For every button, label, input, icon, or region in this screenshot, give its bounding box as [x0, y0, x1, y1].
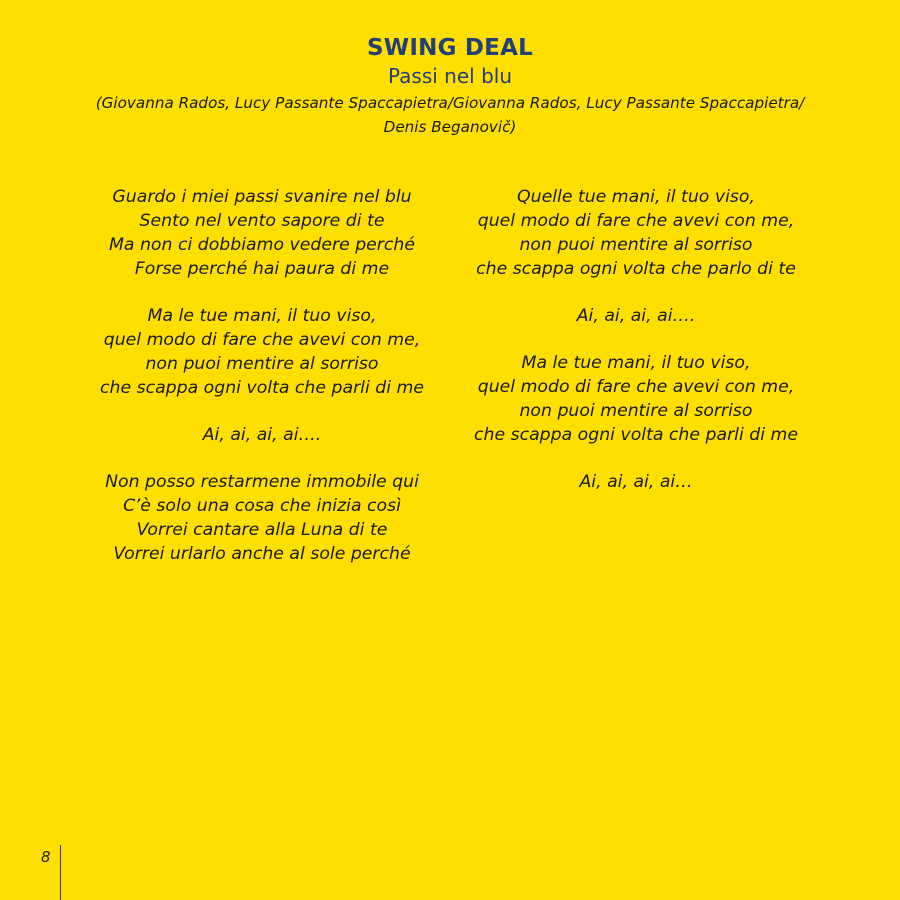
lyric-line: Ai, ai, ai, ai…	[579, 472, 693, 492]
stanza	[62, 470, 462, 566]
lyric-line: Ai, ai, ai, ai….	[202, 425, 322, 445]
page-number: 8	[41, 848, 51, 866]
stanza	[62, 185, 462, 281]
lyric-line: Ai, ai, ai, ai….	[576, 306, 696, 326]
lyric-line: che scappa ogni volta che parlo di te	[476, 259, 796, 279]
stanza	[62, 423, 462, 447]
page-divider	[60, 845, 61, 900]
lyrics-column-right	[436, 185, 836, 517]
lyric-line: che scappa ogni volta che parli di me	[99, 378, 424, 398]
lyric-line: quel modo di fare che avevi con me,	[477, 211, 795, 231]
lyric-line: non puoi mentire al sorriso	[145, 354, 379, 374]
stanza	[436, 185, 836, 281]
lyric-line: quel modo di fare che avevi con me,	[477, 377, 795, 397]
lyric-line: Non posso restarmene immobile qui	[105, 472, 419, 492]
stanza	[436, 304, 836, 328]
lyric-line: Sento nel vento sapore di te	[139, 211, 385, 231]
lyrics-column-left	[62, 185, 462, 589]
song-header	[0, 33, 900, 139]
stanza	[436, 470, 836, 494]
credits-line: Denis Beganovič)	[383, 118, 517, 136]
lyric-line: che scappa ogni volta che parli di me	[473, 425, 798, 445]
song-credits	[0, 91, 900, 139]
lyric-line: Ma le tue mani, il tuo viso,	[147, 306, 377, 326]
lyric-line: quel modo di fare che avevi con me,	[103, 330, 421, 350]
lyric-line: Vorrei urlarlo anche al sole perché	[113, 544, 411, 564]
lyric-line: non puoi mentire al sorriso	[519, 235, 753, 255]
band-name: SWING DEAL	[367, 35, 533, 61]
lyric-line: Forse perché hai paura di me	[134, 259, 390, 279]
lyric-line: non puoi mentire al sorriso	[519, 401, 753, 421]
song-title: Passi nel blu	[388, 64, 512, 88]
lyric-line: C’è solo una cosa che inizia così	[123, 496, 401, 516]
lyric-line: Ma le tue mani, il tuo viso,	[521, 353, 751, 373]
lyric-line: Vorrei cantare alla Luna di te	[136, 520, 388, 540]
stanza	[62, 304, 462, 400]
lyric-line: Guardo i miei passi svanire nel blu	[112, 187, 412, 207]
lyric-line: Quelle tue mani, il tuo viso,	[517, 187, 755, 207]
lyric-line: Ma non ci dobbiamo vedere perché	[108, 235, 416, 255]
stanza	[436, 351, 836, 447]
credits-line: (Giovanna Rados, Lucy Passante Spaccapietra/Giovanna Rados, Lucy Passante Spaccapietra/	[95, 94, 805, 112]
